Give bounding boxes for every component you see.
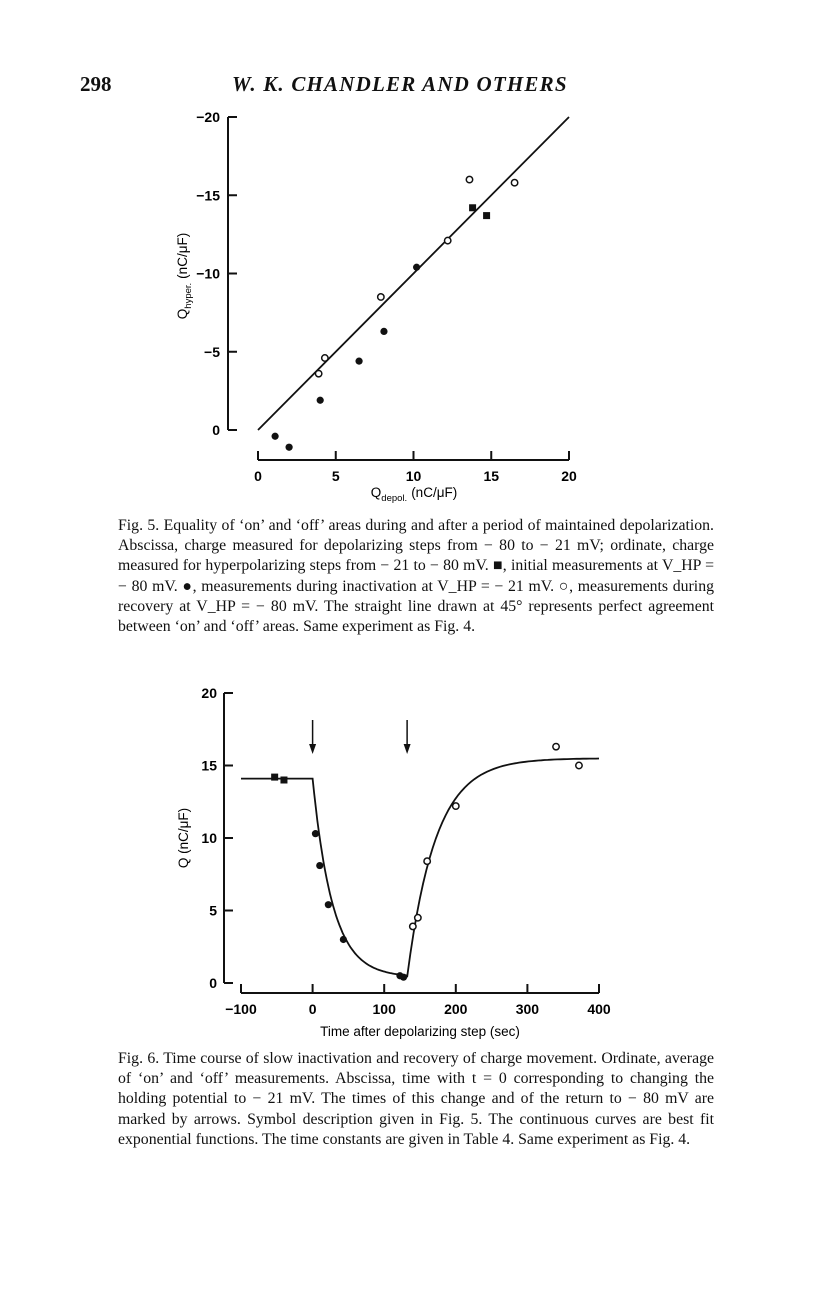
x-tick-label: 200 — [444, 1001, 468, 1017]
data-point-inactivation — [272, 433, 279, 440]
figure-6-caption — [118, 1049, 714, 1150]
data-point-recovery — [445, 237, 451, 243]
figure-6-caption-label: Fig. 6. — [118, 1050, 160, 1067]
data-point-inactivation — [355, 358, 362, 365]
y-tick-label: −15 — [196, 187, 220, 204]
y-tick-label: −20 — [196, 109, 220, 125]
x-tick-label: −100 — [225, 1001, 257, 1017]
figure-6-caption-text: Time course of slow inactivation and recovery of charge movement. Ordinate, average of ‘on’ and ‘off’ measurements. Abscissa, time with t = 0 corresponding to changing the holding potential to − 21 mV. The times of this change and of the return to − 80 mV are marked by arrows. Symbol description given in Fig. 5. The continuous curves are best fit exponential functions. The time constants are given in Table 4. Same experiment as Fig. 4. — [118, 1050, 714, 1148]
figure-5-caption — [118, 516, 714, 637]
x-tick-label: 400 — [587, 1001, 611, 1017]
figure-6-axes — [201, 685, 610, 1017]
data-point-initial — [271, 774, 278, 781]
page-number: 298 — [80, 72, 112, 96]
data-point-recovery — [466, 176, 472, 182]
figure-6-ylabel: Q (nC/μF) — [176, 807, 191, 869]
x-tick-label: 15 — [483, 468, 500, 484]
data-point-recovery — [415, 915, 421, 921]
x-tick-label: 20 — [561, 468, 577, 484]
data-point-recovery — [453, 803, 459, 809]
data-point-recovery — [424, 858, 430, 864]
y-tick-label: 0 — [209, 975, 217, 991]
data-point-recovery — [322, 355, 328, 361]
x-tick-label: 0 — [254, 468, 262, 484]
figure-6-chart — [0, 680, 816, 1040]
figure-5-caption-text: Equality of ‘on’ and ‘off’ areas during and after a period of maintained depolarization. Abscissa, charge measured for depolarizing steps from − 80 to − 21 mV; ordinate, charge measured for hyperpolarizing steps from − 21 to − 80 mV. ■, initial measurements at V_HP = − 80 mV. ●, measurements during inactivation at V_HP = − 21 mV. ○, measurements during recovery at V_HP = − 80 mV. The straight line drawn at 45° represents perfect agreement between ‘on’ and ‘off’ areas. Same experiment as Fig. 4. — [118, 517, 714, 636]
x-tick-label: 10 — [405, 468, 422, 484]
data-point-inactivation — [286, 444, 293, 451]
figure-6-xlabel: Time after depolarizing step (sec) — [320, 1024, 520, 1039]
figure-5-marks — [258, 117, 569, 451]
y-tick-label: 10 — [201, 830, 217, 846]
y-tick-label: 15 — [201, 757, 217, 774]
data-point-initial — [483, 212, 490, 219]
data-point-recovery — [553, 743, 559, 749]
arrow-head-icon — [309, 744, 316, 754]
data-point-recovery — [576, 762, 582, 768]
data-point-recovery — [410, 923, 416, 929]
running-head: W. K. CHANDLER AND OTHERS — [232, 72, 568, 96]
data-point-inactivation — [312, 830, 319, 837]
data-point-inactivation — [400, 974, 407, 981]
y-tick-label: 20 — [201, 685, 217, 701]
data-point-inactivation — [316, 862, 323, 869]
data-point-inactivation — [413, 264, 420, 271]
data-point-initial — [469, 204, 476, 211]
x-tick-label: 100 — [372, 1001, 396, 1017]
figure-6-marks — [241, 720, 599, 981]
y-tick-label: −10 — [196, 265, 220, 282]
data-point-recovery — [378, 294, 384, 300]
x-tick-label: 300 — [515, 1001, 540, 1017]
figure-5-xlabel: $Q_{depol.}$ (nC/μF) — [370, 485, 458, 504]
data-point-inactivation — [380, 328, 387, 335]
figure-5-caption-label: Fig. 5. — [118, 517, 160, 534]
figure-5-ylabel: $Q_{hyper.}(nC/\mu F)$ — [175, 232, 194, 320]
figure-5-chart — [0, 0, 816, 520]
data-point-recovery — [511, 180, 517, 186]
arrow-head-icon — [404, 744, 411, 754]
y-tick-label: 0 — [212, 422, 220, 438]
y-tick-label: 5 — [209, 902, 217, 919]
data-point-recovery — [315, 370, 321, 376]
x-tick-label: 0 — [308, 1001, 317, 1017]
data-point-inactivation — [340, 936, 347, 943]
data-point-initial — [280, 777, 287, 784]
exponential-fit-curve — [241, 759, 599, 978]
x-tick-label: 5 — [331, 468, 340, 484]
data-point-inactivation — [317, 397, 324, 404]
data-point-inactivation — [325, 901, 332, 908]
reference-line-45deg — [258, 117, 569, 430]
y-tick-label: −5 — [204, 343, 220, 360]
